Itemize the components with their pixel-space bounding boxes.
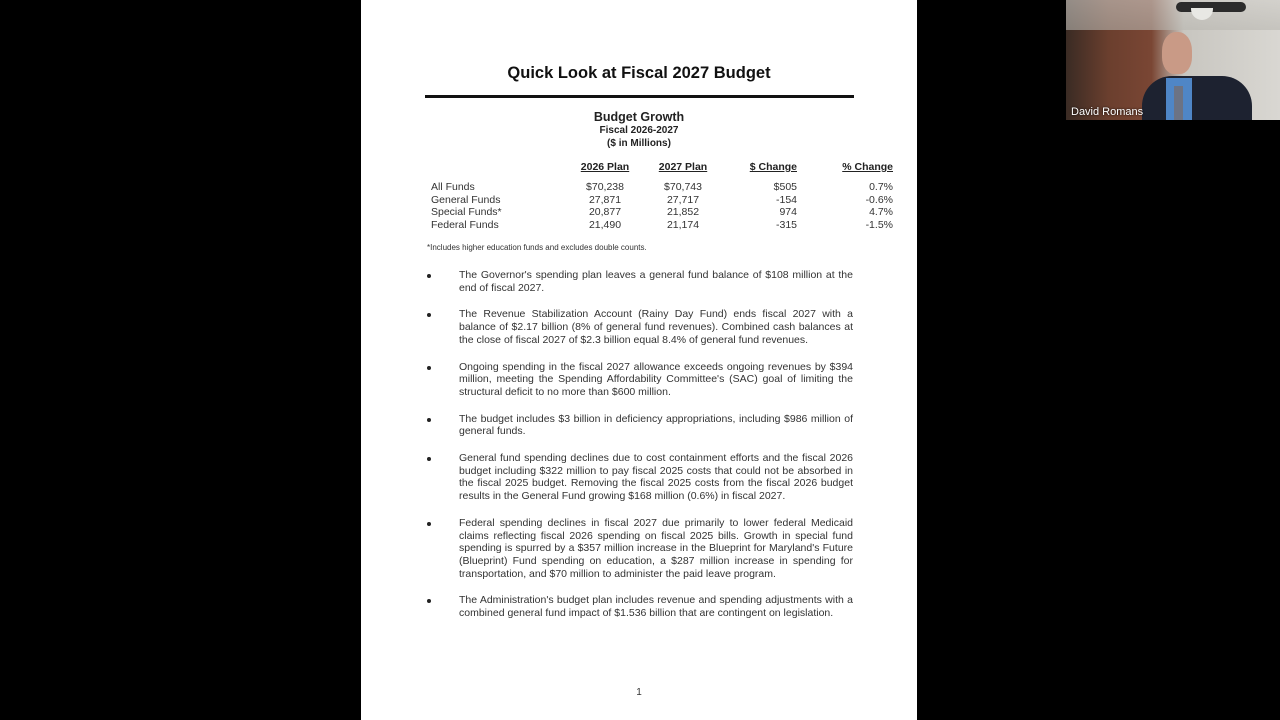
video-ceiling (1066, 0, 1280, 30)
column-header: 2026 Plan (580, 161, 630, 173)
shared-document-page (361, 0, 917, 720)
list-item-text: The budget includes $3 billion in deficiency appropriations, including $986 million of general funds. (459, 412, 853, 438)
bullet-icon (427, 522, 431, 526)
dollar-change: 974 (779, 206, 797, 219)
key-points-list (427, 269, 853, 634)
column-header (427, 161, 565, 181)
budget-growth-table (427, 161, 904, 231)
plan-2027: 21,852 (666, 206, 700, 219)
bullet-icon (427, 313, 431, 317)
list-item-text: Ongoing spending in the fiscal 2027 allowance exceeds ongoing revenues by $394 million, meeting the Spending Affordability Committee's (SAC) goal of limiting the structural deficit to no more than $600 million. (459, 360, 853, 398)
column-header: % Change (842, 161, 893, 173)
fund-type: Federal Funds (431, 218, 499, 231)
table-footnote: *Includes higher education funds and excludes double counts. (427, 243, 647, 252)
participant-figure (1142, 76, 1252, 120)
section-subtitle: Fiscal 2026-2027 (599, 125, 679, 136)
title-divider (425, 95, 854, 98)
bullet-icon (427, 418, 431, 422)
fund-type: Special Funds* (431, 206, 502, 219)
bullet-icon (427, 274, 431, 278)
participant-video-tile[interactable] (1066, 0, 1280, 120)
participant-name-label: David Romans (1071, 106, 1144, 118)
percent-change: -1.5% (865, 218, 893, 231)
dollar-change: -154 (775, 193, 797, 206)
document-title: Quick Look at Fiscal 2027 Budget (507, 64, 771, 82)
percent-change: -0.6% (865, 193, 893, 206)
plan-2026: 20,877 (588, 206, 622, 219)
list-item (427, 594, 853, 619)
plan-2027: 27,717 (666, 193, 700, 206)
bullet-icon (427, 599, 431, 603)
plan-2026: $70,238 (586, 181, 624, 193)
table-row (427, 206, 904, 219)
list-item-text: The Revenue Stabilization Account (Rainy Day Fund) ends fiscal 2027 with a balance of $2.17 billion (8% of general fund revenues). Combined cash balances at the close of fiscal 2027 of $2.3 billion equal 8.4% of general fund revenues. (459, 308, 853, 346)
list-item-text: The Administration's budget plan includes revenue and spending adjustments with a combined general fund impact of $1.536 billion that are contingent on legislation. (459, 594, 853, 620)
list-item (427, 413, 853, 438)
table-row (427, 219, 904, 232)
percent-change: 0.7% (869, 181, 893, 193)
fund-type: All Funds (431, 181, 475, 193)
list-item-text: Federal spending declines in fiscal 2027 due primarily to lower federal Medicaid claims reflecting fiscal 2026 spending on fiscal 2025 bills. Growth in special fund spending is spurred by a $357 million increase in the Blueprint for Maryland's Future (Blueprint) Fund spending on education, a $287 million increase in spending for transportation, and $70 million to administer the paid leave program. (459, 516, 853, 580)
page-number: 1 (636, 687, 642, 698)
percent-change: 4.7% (869, 206, 893, 219)
dollar-change: -315 (775, 218, 797, 231)
column-header: 2027 Plan (658, 161, 708, 173)
list-item (427, 452, 853, 503)
column-header: $ Change (749, 161, 797, 173)
list-item-text: General fund spending declines due to cost containment efforts and the fiscal 2026 budget including $322 million to pay fiscal 2025 costs that could not be absorbed in the fiscal 2025 budget. Removing the fiscal 2025 costs from the fiscal 2026 budget results in the General Fund growing $168 million (0.6%) in fiscal 2027. (459, 452, 853, 503)
section-units: ($ in Millions) (607, 138, 671, 149)
participant-tie (1174, 86, 1183, 120)
list-item (427, 517, 853, 581)
table-header-row (427, 161, 904, 181)
participant-head (1162, 32, 1192, 74)
bullet-icon (427, 366, 431, 370)
bullet-icon (427, 457, 431, 461)
plan-2026: 21,490 (588, 218, 622, 231)
table-row (427, 181, 904, 194)
section-title: Budget Growth (593, 110, 685, 124)
dollar-change: $505 (773, 181, 797, 193)
fund-type: General Funds (431, 193, 501, 206)
list-item (427, 269, 853, 294)
plan-2027: $70,743 (664, 181, 702, 193)
list-item (427, 308, 853, 346)
table-row (427, 194, 904, 207)
list-item (427, 361, 853, 399)
plan-2026: 27,871 (588, 193, 622, 206)
list-item-text: The Governor's spending plan leaves a general fund balance of $108 million at the end of fiscal 2027. (459, 269, 853, 294)
plan-2027: 21,174 (666, 218, 700, 231)
